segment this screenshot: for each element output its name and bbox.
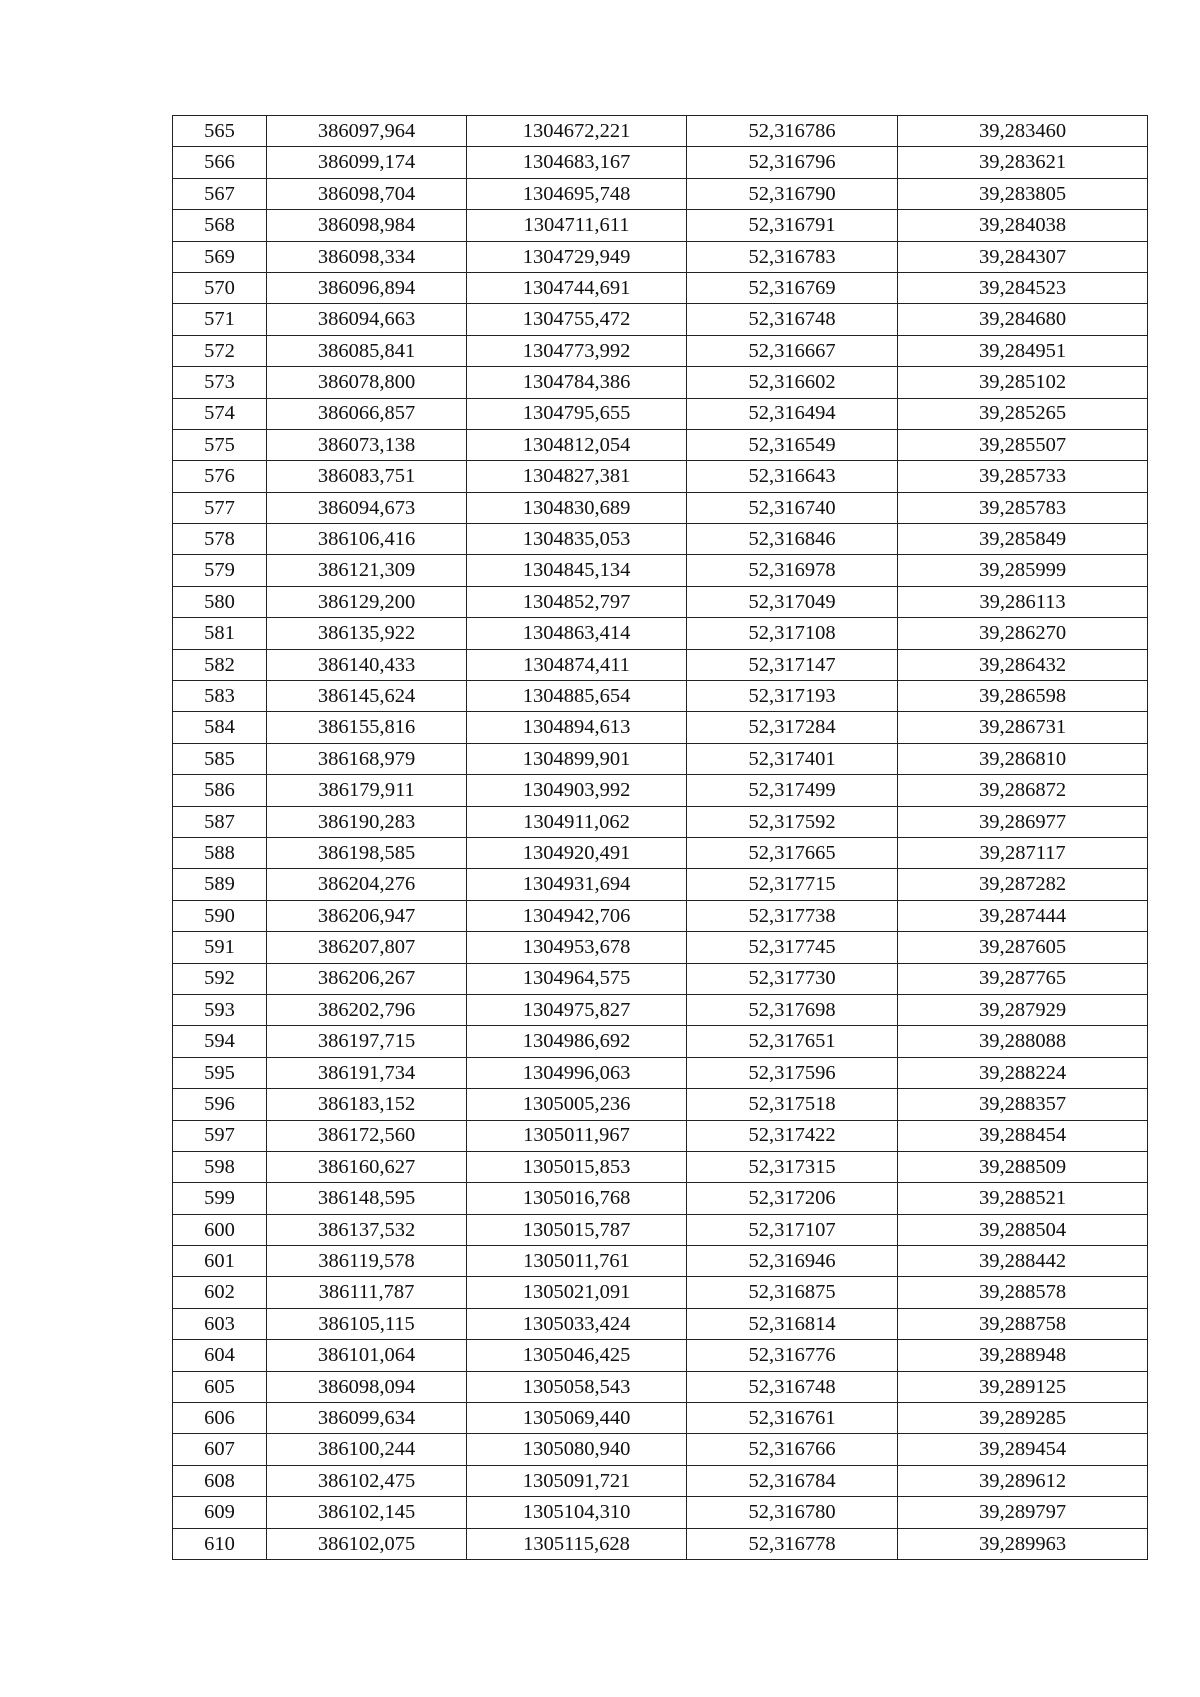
- longitude-cell: 39,287444: [898, 900, 1148, 931]
- x-coordinate-cell: 386206,947: [267, 900, 467, 931]
- point-number-cell: 573: [173, 367, 267, 398]
- table-row: [173, 743, 1148, 774]
- point-number-cell: 569: [173, 241, 267, 272]
- table-row: [173, 210, 1148, 241]
- latitude-cell: 52,316783: [687, 241, 898, 272]
- y-coordinate-cell: 1305033,424: [467, 1308, 687, 1339]
- table-row: [173, 618, 1148, 649]
- point-number-cell: 584: [173, 712, 267, 743]
- table-row: [173, 335, 1148, 366]
- x-coordinate-cell: 386101,064: [267, 1340, 467, 1371]
- latitude-cell: 52,317422: [687, 1120, 898, 1151]
- longitude-cell: 39,285102: [898, 367, 1148, 398]
- y-coordinate-cell: 1304812,054: [467, 429, 687, 460]
- latitude-cell: 52,316602: [687, 367, 898, 398]
- point-number-cell: 600: [173, 1214, 267, 1245]
- y-coordinate-cell: 1304845,134: [467, 555, 687, 586]
- longitude-cell: 39,284038: [898, 210, 1148, 241]
- longitude-cell: 39,288504: [898, 1214, 1148, 1245]
- table-row: [173, 524, 1148, 555]
- y-coordinate-cell: 1304986,692: [467, 1026, 687, 1057]
- longitude-cell: 39,288578: [898, 1277, 1148, 1308]
- y-coordinate-cell: 1305021,091: [467, 1277, 687, 1308]
- x-coordinate-cell: 386119,578: [267, 1246, 467, 1277]
- point-number-cell: 579: [173, 555, 267, 586]
- table-row: [173, 1465, 1148, 1496]
- longitude-cell: 39,288088: [898, 1026, 1148, 1057]
- y-coordinate-cell: 1304795,655: [467, 398, 687, 429]
- latitude-cell: 52,316978: [687, 555, 898, 586]
- longitude-cell: 39,285265: [898, 398, 1148, 429]
- x-coordinate-cell: 386094,673: [267, 492, 467, 523]
- y-coordinate-cell: 1304964,575: [467, 963, 687, 994]
- point-number-cell: 596: [173, 1089, 267, 1120]
- longitude-cell: 39,287282: [898, 869, 1148, 900]
- point-number-cell: 566: [173, 147, 267, 178]
- longitude-cell: 39,288454: [898, 1120, 1148, 1151]
- point-number-cell: 593: [173, 994, 267, 1025]
- latitude-cell: 52,316740: [687, 492, 898, 523]
- latitude-cell: 52,317665: [687, 837, 898, 868]
- point-number-cell: 609: [173, 1497, 267, 1528]
- latitude-cell: 52,316784: [687, 1465, 898, 1496]
- longitude-cell: 39,288224: [898, 1057, 1148, 1088]
- latitude-cell: 52,317518: [687, 1089, 898, 1120]
- longitude-cell: 39,285849: [898, 524, 1148, 555]
- y-coordinate-cell: 1304784,386: [467, 367, 687, 398]
- point-number-cell: 590: [173, 900, 267, 931]
- latitude-cell: 52,317745: [687, 932, 898, 963]
- table-row: [173, 963, 1148, 994]
- point-number-cell: 585: [173, 743, 267, 774]
- point-number-cell: 598: [173, 1151, 267, 1182]
- x-coordinate-cell: 386204,276: [267, 869, 467, 900]
- y-coordinate-cell: 1305091,721: [467, 1465, 687, 1496]
- x-coordinate-cell: 386100,244: [267, 1434, 467, 1465]
- y-coordinate-cell: 1304953,678: [467, 932, 687, 963]
- x-coordinate-cell: 386078,800: [267, 367, 467, 398]
- point-number-cell: 572: [173, 335, 267, 366]
- latitude-cell: 52,316814: [687, 1308, 898, 1339]
- table-row: [173, 1308, 1148, 1339]
- longitude-cell: 39,289285: [898, 1403, 1148, 1434]
- latitude-cell: 52,316778: [687, 1528, 898, 1559]
- point-number-cell: 583: [173, 681, 267, 712]
- table-row: [173, 1026, 1148, 1057]
- table-row: [173, 398, 1148, 429]
- y-coordinate-cell: 1304894,613: [467, 712, 687, 743]
- latitude-cell: 52,316667: [687, 335, 898, 366]
- y-coordinate-cell: 1304683,167: [467, 147, 687, 178]
- table-row: [173, 1151, 1148, 1182]
- table-row: [173, 1057, 1148, 1088]
- table-row: [173, 178, 1148, 209]
- table-row: [173, 1403, 1148, 1434]
- x-coordinate-cell: 386083,751: [267, 461, 467, 492]
- latitude-cell: 52,316786: [687, 116, 898, 147]
- y-coordinate-cell: 1304773,992: [467, 335, 687, 366]
- longitude-cell: 39,283460: [898, 116, 1148, 147]
- latitude-cell: 52,317596: [687, 1057, 898, 1088]
- x-coordinate-cell: 386099,634: [267, 1403, 467, 1434]
- latitude-cell: 52,316748: [687, 1371, 898, 1402]
- table-row: [173, 775, 1148, 806]
- longitude-cell: 39,286113: [898, 586, 1148, 617]
- y-coordinate-cell: 1304672,221: [467, 116, 687, 147]
- table-row: [173, 1183, 1148, 1214]
- latitude-cell: 52,317284: [687, 712, 898, 743]
- longitude-cell: 39,286872: [898, 775, 1148, 806]
- y-coordinate-cell: 1304874,411: [467, 649, 687, 680]
- point-number-cell: 601: [173, 1246, 267, 1277]
- point-number-cell: 567: [173, 178, 267, 209]
- y-coordinate-cell: 1305005,236: [467, 1089, 687, 1120]
- point-number-cell: 587: [173, 806, 267, 837]
- y-coordinate-cell: 1304695,748: [467, 178, 687, 209]
- latitude-cell: 52,317206: [687, 1183, 898, 1214]
- point-number-cell: 586: [173, 775, 267, 806]
- longitude-cell: 39,287117: [898, 837, 1148, 868]
- point-number-cell: 575: [173, 429, 267, 460]
- x-coordinate-cell: 386099,174: [267, 147, 467, 178]
- x-coordinate-cell: 386190,283: [267, 806, 467, 837]
- x-coordinate-cell: 386098,704: [267, 178, 467, 209]
- x-coordinate-cell: 386073,138: [267, 429, 467, 460]
- longitude-cell: 39,286731: [898, 712, 1148, 743]
- x-coordinate-cell: 386137,532: [267, 1214, 467, 1245]
- longitude-cell: 39,289125: [898, 1371, 1148, 1402]
- point-number-cell: 568: [173, 210, 267, 241]
- point-number-cell: 588: [173, 837, 267, 868]
- point-number-cell: 599: [173, 1183, 267, 1214]
- x-coordinate-cell: 386111,787: [267, 1277, 467, 1308]
- y-coordinate-cell: 1304711,611: [467, 210, 687, 241]
- point-number-cell: 591: [173, 932, 267, 963]
- x-coordinate-cell: 386191,734: [267, 1057, 467, 1088]
- latitude-cell: 52,316846: [687, 524, 898, 555]
- x-coordinate-cell: 386098,094: [267, 1371, 467, 1402]
- x-coordinate-cell: 386183,152: [267, 1089, 467, 1120]
- point-number-cell: 606: [173, 1403, 267, 1434]
- point-number-cell: 581: [173, 618, 267, 649]
- table-row: [173, 1340, 1148, 1371]
- table-row: [173, 1089, 1148, 1120]
- point-number-cell: 570: [173, 272, 267, 303]
- table-row: [173, 932, 1148, 963]
- x-coordinate-cell: 386121,309: [267, 555, 467, 586]
- table-row: [173, 1528, 1148, 1559]
- table-row: [173, 1246, 1148, 1277]
- table-row: [173, 1277, 1148, 1308]
- table-row: [173, 367, 1148, 398]
- x-coordinate-cell: 386066,857: [267, 398, 467, 429]
- table-row: [173, 116, 1148, 147]
- x-coordinate-cell: 386102,475: [267, 1465, 467, 1496]
- y-coordinate-cell: 1304942,706: [467, 900, 687, 931]
- latitude-cell: 52,317730: [687, 963, 898, 994]
- point-number-cell: 565: [173, 116, 267, 147]
- longitude-cell: 39,288521: [898, 1183, 1148, 1214]
- point-number-cell: 610: [173, 1528, 267, 1559]
- latitude-cell: 52,317147: [687, 649, 898, 680]
- point-number-cell: 577: [173, 492, 267, 523]
- table-row: [173, 1497, 1148, 1528]
- y-coordinate-cell: 1304755,472: [467, 304, 687, 335]
- coordinates-table-body: [173, 116, 1148, 1560]
- y-coordinate-cell: 1305015,853: [467, 1151, 687, 1182]
- point-number-cell: 589: [173, 869, 267, 900]
- y-coordinate-cell: 1304830,689: [467, 492, 687, 523]
- table-row: [173, 900, 1148, 931]
- table-row: [173, 869, 1148, 900]
- longitude-cell: 39,288357: [898, 1089, 1148, 1120]
- latitude-cell: 52,317315: [687, 1151, 898, 1182]
- y-coordinate-cell: 1304885,654: [467, 681, 687, 712]
- table-row: [173, 806, 1148, 837]
- longitude-cell: 39,284951: [898, 335, 1148, 366]
- latitude-cell: 52,316776: [687, 1340, 898, 1371]
- y-coordinate-cell: 1304931,694: [467, 869, 687, 900]
- table-row: [173, 837, 1148, 868]
- latitude-cell: 52,317401: [687, 743, 898, 774]
- longitude-cell: 39,284307: [898, 241, 1148, 272]
- point-number-cell: 571: [173, 304, 267, 335]
- latitude-cell: 52,317107: [687, 1214, 898, 1245]
- point-number-cell: 592: [173, 963, 267, 994]
- longitude-cell: 39,288442: [898, 1246, 1148, 1277]
- y-coordinate-cell: 1305115,628: [467, 1528, 687, 1559]
- latitude-cell: 52,316780: [687, 1497, 898, 1528]
- point-number-cell: 603: [173, 1308, 267, 1339]
- longitude-cell: 39,284523: [898, 272, 1148, 303]
- y-coordinate-cell: 1305016,768: [467, 1183, 687, 1214]
- y-coordinate-cell: 1305011,761: [467, 1246, 687, 1277]
- longitude-cell: 39,287765: [898, 963, 1148, 994]
- x-coordinate-cell: 386098,334: [267, 241, 467, 272]
- longitude-cell: 39,289963: [898, 1528, 1148, 1559]
- y-coordinate-cell: 1305069,440: [467, 1403, 687, 1434]
- longitude-cell: 39,287605: [898, 932, 1148, 963]
- y-coordinate-cell: 1304911,062: [467, 806, 687, 837]
- latitude-cell: 52,316643: [687, 461, 898, 492]
- y-coordinate-cell: 1304975,827: [467, 994, 687, 1025]
- longitude-cell: 39,286598: [898, 681, 1148, 712]
- x-coordinate-cell: 386085,841: [267, 335, 467, 366]
- table-row: [173, 555, 1148, 586]
- x-coordinate-cell: 386207,807: [267, 932, 467, 963]
- table-row: [173, 147, 1148, 178]
- latitude-cell: 52,317715: [687, 869, 898, 900]
- y-coordinate-cell: 1304852,797: [467, 586, 687, 617]
- x-coordinate-cell: 386148,595: [267, 1183, 467, 1214]
- point-number-cell: 574: [173, 398, 267, 429]
- x-coordinate-cell: 386105,115: [267, 1308, 467, 1339]
- table-row: [173, 272, 1148, 303]
- point-number-cell: 602: [173, 1277, 267, 1308]
- table-row: [173, 304, 1148, 335]
- longitude-cell: 39,288509: [898, 1151, 1148, 1182]
- latitude-cell: 52,317049: [687, 586, 898, 617]
- point-number-cell: 604: [173, 1340, 267, 1371]
- y-coordinate-cell: 1304835,053: [467, 524, 687, 555]
- table-row: [173, 429, 1148, 460]
- latitude-cell: 52,316875: [687, 1277, 898, 1308]
- longitude-cell: 39,287929: [898, 994, 1148, 1025]
- latitude-cell: 52,316796: [687, 147, 898, 178]
- point-number-cell: 605: [173, 1371, 267, 1402]
- y-coordinate-cell: 1304903,992: [467, 775, 687, 806]
- latitude-cell: 52,317698: [687, 994, 898, 1025]
- table-row: [173, 1120, 1148, 1151]
- latitude-cell: 52,316946: [687, 1246, 898, 1277]
- x-coordinate-cell: 386179,911: [267, 775, 467, 806]
- x-coordinate-cell: 386160,627: [267, 1151, 467, 1182]
- y-coordinate-cell: 1305080,940: [467, 1434, 687, 1465]
- point-number-cell: 607: [173, 1434, 267, 1465]
- x-coordinate-cell: 386172,560: [267, 1120, 467, 1151]
- longitude-cell: 39,283621: [898, 147, 1148, 178]
- y-coordinate-cell: 1304899,901: [467, 743, 687, 774]
- longitude-cell: 39,288948: [898, 1340, 1148, 1371]
- longitude-cell: 39,285999: [898, 555, 1148, 586]
- x-coordinate-cell: 386102,145: [267, 1497, 467, 1528]
- latitude-cell: 52,316494: [687, 398, 898, 429]
- latitude-cell: 52,317108: [687, 618, 898, 649]
- x-coordinate-cell: 386145,624: [267, 681, 467, 712]
- table-row: [173, 649, 1148, 680]
- point-number-cell: 576: [173, 461, 267, 492]
- longitude-cell: 39,285733: [898, 461, 1148, 492]
- point-number-cell: 597: [173, 1120, 267, 1151]
- x-coordinate-cell: 386140,433: [267, 649, 467, 680]
- longitude-cell: 39,289797: [898, 1497, 1148, 1528]
- x-coordinate-cell: 386202,796: [267, 994, 467, 1025]
- latitude-cell: 52,316549: [687, 429, 898, 460]
- latitude-cell: 52,316790: [687, 178, 898, 209]
- longitude-cell: 39,288758: [898, 1308, 1148, 1339]
- y-coordinate-cell: 1304863,414: [467, 618, 687, 649]
- y-coordinate-cell: 1305015,787: [467, 1214, 687, 1245]
- longitude-cell: 39,283805: [898, 178, 1148, 209]
- table-row: [173, 586, 1148, 617]
- latitude-cell: 52,317738: [687, 900, 898, 931]
- latitude-cell: 52,316769: [687, 272, 898, 303]
- point-number-cell: 578: [173, 524, 267, 555]
- y-coordinate-cell: 1305058,543: [467, 1371, 687, 1402]
- x-coordinate-cell: 386096,894: [267, 272, 467, 303]
- table-row: [173, 994, 1148, 1025]
- table-row: [173, 1371, 1148, 1402]
- y-coordinate-cell: 1304996,063: [467, 1057, 687, 1088]
- y-coordinate-cell: 1305104,310: [467, 1497, 687, 1528]
- table-row: [173, 1434, 1148, 1465]
- latitude-cell: 52,317193: [687, 681, 898, 712]
- latitude-cell: 52,316766: [687, 1434, 898, 1465]
- x-coordinate-cell: 386197,715: [267, 1026, 467, 1057]
- y-coordinate-cell: 1304827,381: [467, 461, 687, 492]
- point-number-cell: 580: [173, 586, 267, 617]
- longitude-cell: 39,284680: [898, 304, 1148, 335]
- coordinates-table: [172, 115, 1148, 1560]
- latitude-cell: 52,316791: [687, 210, 898, 241]
- latitude-cell: 52,317651: [687, 1026, 898, 1057]
- table-row: [173, 1214, 1148, 1245]
- point-number-cell: 594: [173, 1026, 267, 1057]
- x-coordinate-cell: 386129,200: [267, 586, 467, 617]
- longitude-cell: 39,289454: [898, 1434, 1148, 1465]
- table-row: [173, 461, 1148, 492]
- longitude-cell: 39,286810: [898, 743, 1148, 774]
- y-coordinate-cell: 1304744,691: [467, 272, 687, 303]
- longitude-cell: 39,285783: [898, 492, 1148, 523]
- point-number-cell: 582: [173, 649, 267, 680]
- x-coordinate-cell: 386106,416: [267, 524, 467, 555]
- x-coordinate-cell: 386098,984: [267, 210, 467, 241]
- y-coordinate-cell: 1304920,491: [467, 837, 687, 868]
- y-coordinate-cell: 1305011,967: [467, 1120, 687, 1151]
- table-row: [173, 712, 1148, 743]
- longitude-cell: 39,286270: [898, 618, 1148, 649]
- latitude-cell: 52,316761: [687, 1403, 898, 1434]
- longitude-cell: 39,285507: [898, 429, 1148, 460]
- latitude-cell: 52,317592: [687, 806, 898, 837]
- x-coordinate-cell: 386198,585: [267, 837, 467, 868]
- longitude-cell: 39,286977: [898, 806, 1148, 837]
- table-row: [173, 241, 1148, 272]
- x-coordinate-cell: 386206,267: [267, 963, 467, 994]
- table-row: [173, 492, 1148, 523]
- longitude-cell: 39,289612: [898, 1465, 1148, 1496]
- latitude-cell: 52,316748: [687, 304, 898, 335]
- latitude-cell: 52,317499: [687, 775, 898, 806]
- point-number-cell: 595: [173, 1057, 267, 1088]
- point-number-cell: 608: [173, 1465, 267, 1496]
- x-coordinate-cell: 386102,075: [267, 1528, 467, 1559]
- x-coordinate-cell: 386168,979: [267, 743, 467, 774]
- x-coordinate-cell: 386155,816: [267, 712, 467, 743]
- y-coordinate-cell: 1304729,949: [467, 241, 687, 272]
- x-coordinate-cell: 386135,922: [267, 618, 467, 649]
- longitude-cell: 39,286432: [898, 649, 1148, 680]
- x-coordinate-cell: 386097,964: [267, 116, 467, 147]
- y-coordinate-cell: 1305046,425: [467, 1340, 687, 1371]
- x-coordinate-cell: 386094,663: [267, 304, 467, 335]
- table-row: [173, 681, 1148, 712]
